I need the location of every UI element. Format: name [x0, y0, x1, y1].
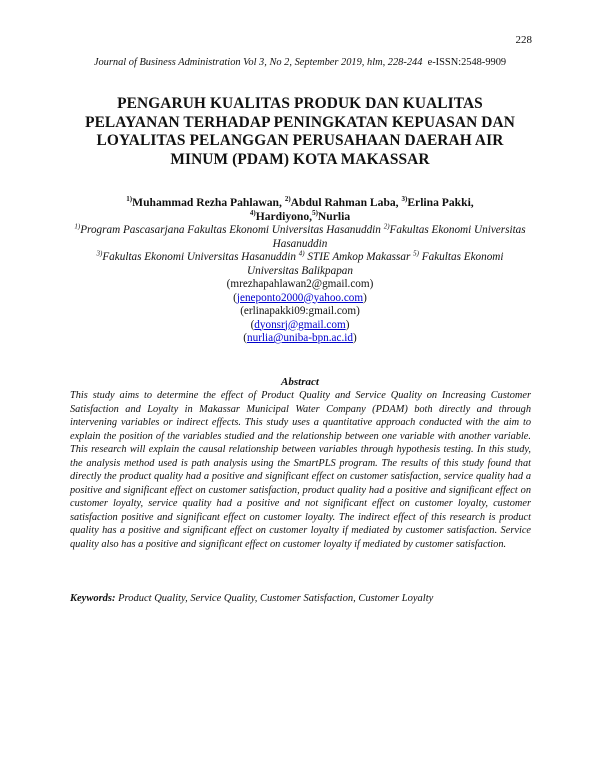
author-name: Nurlia	[317, 210, 351, 223]
affiliation-marker: 1)	[74, 222, 81, 231]
abstract-text: This study aims to determine the effect of Product Quality and Service Quality on Increasing Customer Satisfaction and Loyalty in Makassar Municipal Water Company (PDAM) both directly and through intervening variables or indirect effects. This study uses a quantitative approach conducted with the aim to explain the position of the variables studied and the relationship between one variable with another variable. This research will explain the causal relationship between variables through hypothesis testing. In this study, the analysis method used is path analysis using the SmartPLS program. The results of this study found that directly the product quality had a positive and significant effect on customer satisfaction, service quality had a positive and significant effect on customer satisfaction, product quality had a positive and significant effect on customer loyalty, service quality had a positive and not significant effect on customer loyalty, customer satisfaction positive and significant effect on customer loyalty. The indirect effect of this research is product quality has a positive and significant effect on customer loyalty if mediated by customer satisfaction. Service quality also has a positive and significant effect on customer loyalty if mediated by customer satisfaction.	[70, 390, 531, 550]
affiliation-text: Program Pascasarjana Fakultas Ekonomi Universitas Hasanuddin	[80, 224, 384, 236]
author-name: Erlina Pakki,	[407, 196, 474, 209]
author-list	[90, 196, 510, 224]
affiliation-text: Fakultas Ekonomi Universitas Hasanuddin	[272, 224, 526, 250]
title-line: PENGARUH KUALITAS PRODUK DAN KUALITAS	[117, 95, 483, 112]
author-email: (nurlia@uniba-bpn.ac.id)	[243, 332, 357, 344]
keywords-text: Product Quality, Service Quality, Customer Satisfaction, Customer Loyalty	[115, 593, 434, 604]
title-line: PELAYANAN TERHADAP PENINGKATAN KEPUASAN DAN	[85, 113, 515, 131]
affiliation-line	[70, 224, 530, 251]
author-marker: 3)	[401, 195, 408, 204]
affiliation-text: Fakultas Ekonomi Universitas Balikpapan	[247, 251, 504, 277]
affiliation-marker: 4)	[298, 249, 305, 258]
keywords	[70, 592, 531, 605]
keywords-label: Keywords:	[70, 593, 116, 604]
abstract-heading: Abstract	[281, 376, 319, 388]
paper-title	[60, 95, 540, 169]
author-marker: 2)	[284, 195, 291, 204]
author-name: Muhammad Rezha Pahlawan,	[132, 196, 285, 209]
author-email: (dyonsrj@gmail.com)	[250, 318, 350, 331]
email-text: erlinapakki09:gmail.com	[243, 305, 357, 317]
affiliation-marker: 5)	[413, 249, 419, 258]
page-number: 228	[515, 34, 532, 46]
journal-citation-line	[0, 57, 600, 68]
title-line: MINUM (PDAM) KOTA MAKASSAR	[170, 150, 430, 168]
email-link[interactable]: jeneponto2000@yahoo.com	[236, 291, 364, 304]
affiliation-line	[70, 251, 530, 278]
affiliation-marker: 2)	[383, 222, 390, 231]
email-link[interactable]: nurlia@uniba-bpn.ac.id	[247, 332, 353, 344]
author-marker: 5)	[312, 209, 318, 218]
affiliation-marker: 3)	[96, 249, 103, 258]
author-email: (mrezhapahlawan2@gmail.com)	[226, 278, 374, 290]
author-name: Abdul Rahman Laba,	[290, 196, 402, 209]
title-line: LOYALITAS PELANGGAN PERUSAHAAN DAERAH AIR	[96, 132, 504, 150]
author-email: (erlinapakki09:gmail.com)	[240, 305, 360, 317]
email-link[interactable]: dyonsrj@gmail.com	[254, 318, 346, 331]
author-marker: 1)	[126, 195, 133, 204]
journal-issn: e-ISSN:2548-9909	[427, 57, 507, 68]
email-text: mrezhapahlawan2@gmail.com	[230, 278, 370, 290]
journal-citation: Journal of Business Administration Vol 3, No 2, September 2019, hlm, 228-244	[93, 57, 423, 68]
affiliation-text: STIE Amkop Makassar	[304, 251, 414, 263]
author-name: Hardiyono,	[255, 210, 313, 223]
author-email: (jeneponto2000@yahoo.com)	[233, 291, 367, 304]
affiliations-block	[70, 224, 530, 346]
author-marker: 4)	[249, 209, 256, 218]
affiliation-text: Fakultas Ekonomi Universitas Hasanuddin	[102, 251, 299, 263]
